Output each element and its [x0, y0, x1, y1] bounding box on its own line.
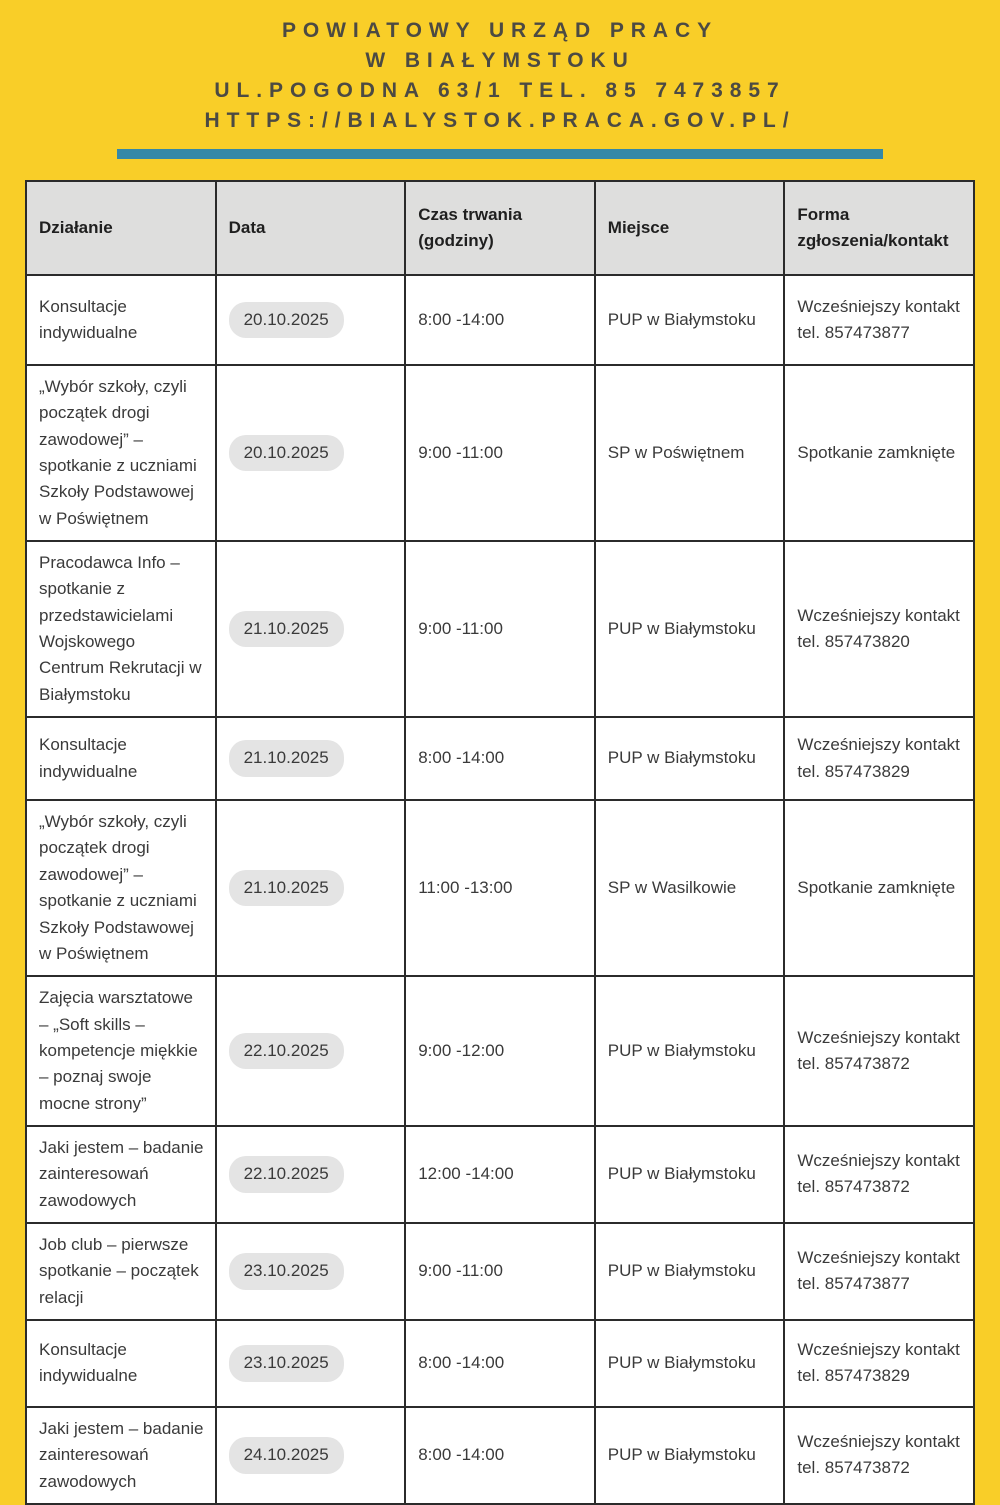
cell-date: [216, 365, 406, 541]
table-header-row: [26, 181, 974, 275]
cell-date: [216, 717, 406, 800]
cell-contact: Wcześniejszy kontakt tel. 857473820: [784, 541, 974, 717]
cell-contact: Wcześniejszy kontakt tel. 857473877: [784, 1223, 974, 1320]
cell-date: [216, 800, 406, 976]
cell-contact: Wcześniejszy kontakt tel. 857473872: [784, 1407, 974, 1504]
table-row: [26, 1320, 974, 1407]
schedule-table: [25, 180, 975, 1505]
table-row: [26, 541, 974, 717]
date-pill: 23.10.2025: [229, 1253, 344, 1289]
date-pill: 21.10.2025: [229, 870, 344, 906]
cell-contact: Spotkanie zamknięte: [784, 800, 974, 976]
org-name-line-2: W BIAŁYMSTOKU: [365, 49, 635, 72]
table-row: [26, 1126, 974, 1223]
table-row: [26, 717, 974, 800]
cell-time: 9:00 -12:00: [405, 976, 595, 1126]
cell-contact: Wcześniejszy kontakt tel. 857473877: [784, 275, 974, 365]
date-pill: 22.10.2025: [229, 1033, 344, 1069]
cell-date: [216, 1223, 406, 1320]
column-header-forma-zgloszenia: Forma zgłoszenia/kontakt: [784, 181, 974, 275]
table-row: [26, 1407, 974, 1504]
date-pill: 20.10.2025: [229, 435, 344, 471]
cell-time: 12:00 -14:00: [405, 1126, 595, 1223]
cell-contact: Wcześniejszy kontakt tel. 857473829: [784, 1320, 974, 1407]
cell-contact: Wcześniejszy kontakt tel. 857473872: [784, 976, 974, 1126]
cell-date: [216, 541, 406, 717]
table-row: [26, 275, 974, 365]
cell-place: PUP w Białymstoku: [595, 275, 785, 365]
cell-place: PUP w Białymstoku: [595, 1320, 785, 1407]
table-row: [26, 976, 974, 1126]
column-header-miejsce: Miejsce: [595, 181, 785, 275]
cell-place: PUP w Białymstoku: [595, 1223, 785, 1320]
website-url-line: HTTPS://BIALYSTOK.PRACA.GOV.PL/: [204, 109, 796, 132]
cell-activity: Konsultacje indywidualne: [26, 717, 216, 800]
cell-place: PUP w Białymstoku: [595, 976, 785, 1126]
cell-activity: Zajęcia warsztatowe – „Soft skills – kompetencje miękkie – poznaj swoje mocne strony”: [26, 976, 216, 1126]
cell-contact: Spotkanie zamknięte: [784, 365, 974, 541]
date-pill: 21.10.2025: [229, 740, 344, 776]
divider-line: [117, 149, 883, 159]
table-row: [26, 365, 974, 541]
cell-date: [216, 1126, 406, 1223]
table-row: [26, 800, 974, 976]
cell-place: PUP w Białymstoku: [595, 1126, 785, 1223]
cell-place: SP w Wasilkowie: [595, 800, 785, 976]
table-row: [26, 1223, 974, 1320]
cell-time: 9:00 -11:00: [405, 541, 595, 717]
cell-place: PUP w Białymstoku: [595, 541, 785, 717]
cell-activity: Pracodawca Info – spotkanie z przedstawicielami Wojskowego Centrum Rekrutacji w Białymstoku: [26, 541, 216, 717]
address-phone-line: UL.POGODNA 63/1 TEL. 85 7473857: [214, 79, 786, 102]
cell-activity: Jaki jestem – badanie zainteresowań zawodowych: [26, 1126, 216, 1223]
cell-activity: „Wybór szkoły, czyli początek drogi zawodowej” – spotkanie z uczniami Szkoły Podstawowej w Poświętnem: [26, 800, 216, 976]
cell-place: PUP w Białymstoku: [595, 717, 785, 800]
date-pill: 21.10.2025: [229, 611, 344, 647]
cell-date: [216, 275, 406, 365]
cell-time: 9:00 -11:00: [405, 1223, 595, 1320]
cell-place: SP w Poświętnem: [595, 365, 785, 541]
cell-contact: Wcześniejszy kontakt tel. 857473872: [784, 1126, 974, 1223]
cell-activity: Konsultacje indywidualne: [26, 275, 216, 365]
cell-time: 8:00 -14:00: [405, 1407, 595, 1504]
date-pill: 23.10.2025: [229, 1345, 344, 1381]
cell-time: 11:00 -13:00: [405, 800, 595, 976]
column-header-czas-trwania: Czas trwania (godziny): [405, 181, 595, 275]
cell-time: 9:00 -11:00: [405, 365, 595, 541]
cell-place: PUP w Białymstoku: [595, 1407, 785, 1504]
cell-activity: Job club – pierwsze spotkanie – początek relacji: [26, 1223, 216, 1320]
org-name-line-1: POWIATOWY URZĄD PRACY: [281, 19, 719, 42]
column-header-data: Data: [216, 181, 406, 275]
date-pill: 22.10.2025: [229, 1156, 344, 1192]
cell-activity: Jaki jestem – badanie zainteresowań zawodowych: [26, 1407, 216, 1504]
cell-date: [216, 1407, 406, 1504]
date-pill: 20.10.2025: [229, 302, 344, 338]
cell-activity: „Wybór szkoły, czyli początek drogi zawodowej” – spotkanie z uczniami Szkoły Podstawowej w Poświętnem: [26, 365, 216, 541]
letterhead: [0, 0, 1000, 159]
cell-date: [216, 976, 406, 1126]
cell-time: 8:00 -14:00: [405, 1320, 595, 1407]
column-header-dzialanie: Działanie: [26, 181, 216, 275]
cell-date: [216, 1320, 406, 1407]
date-pill: 24.10.2025: [229, 1437, 344, 1473]
cell-time: 8:00 -14:00: [405, 717, 595, 800]
cell-contact: Wcześniejszy kontakt tel. 857473829: [784, 717, 974, 800]
cell-time: 8:00 -14:00: [405, 275, 595, 365]
cell-activity: Konsultacje indywidualne: [26, 1320, 216, 1407]
